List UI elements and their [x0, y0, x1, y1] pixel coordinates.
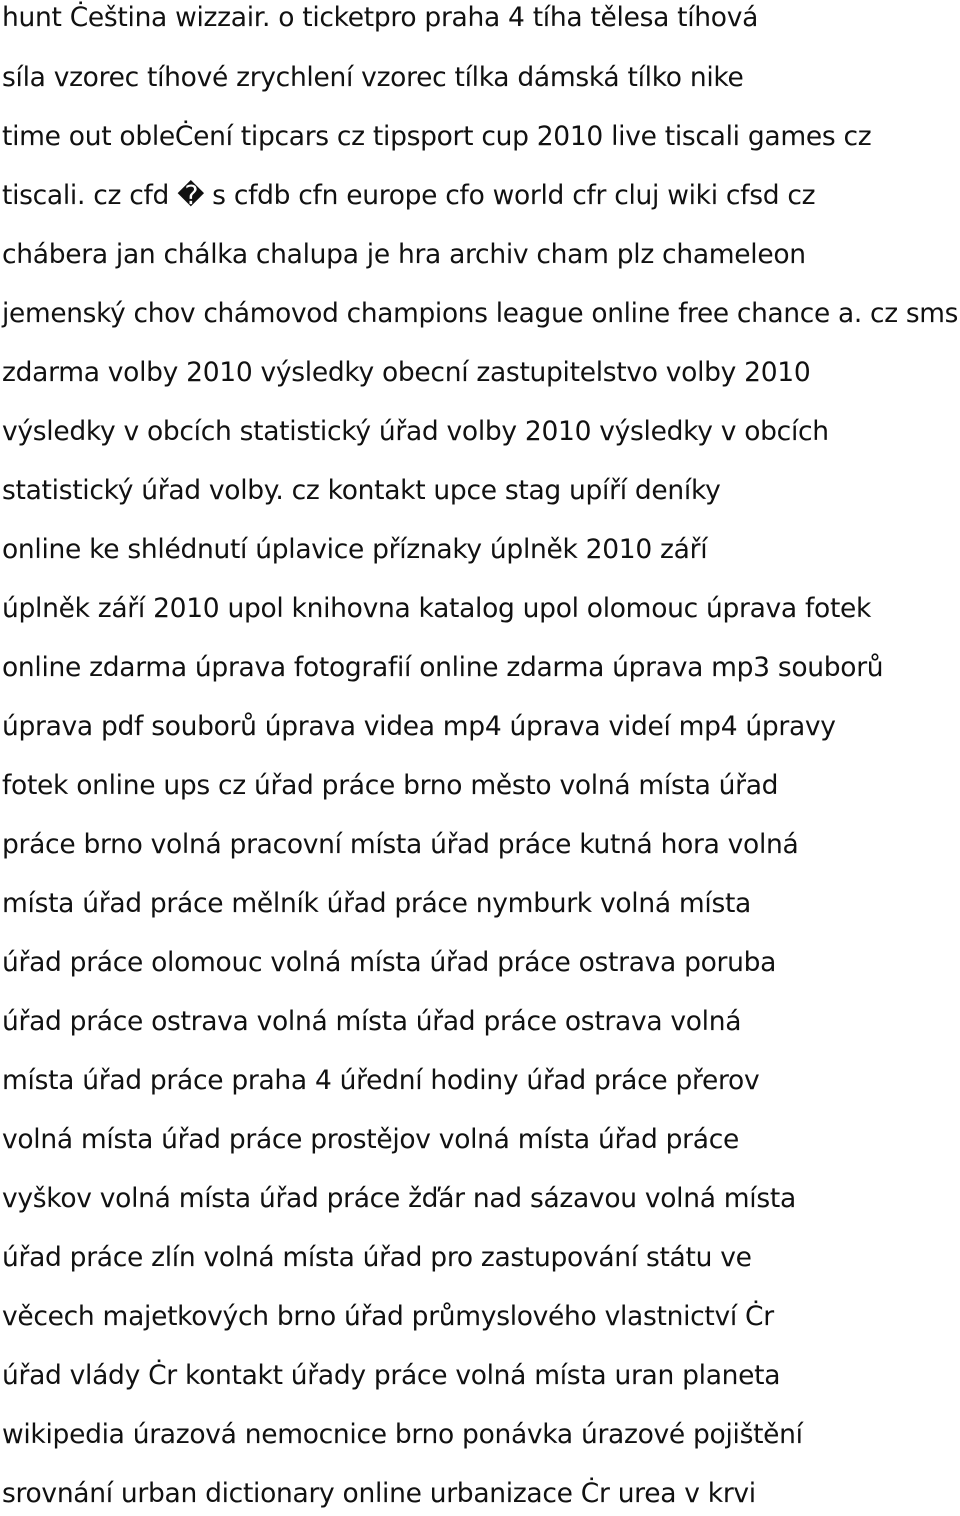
text-line-15: práce brno volná pracovní místa úřad práce kutná hora volná — [2, 829, 799, 860]
text-line-26: srovnání urban dictionary online urbanizace Ċr urea v krvi — [2, 1478, 756, 1509]
text-line-13: úprava pdf souborů úprava videa mp4 úprava videí mp4 úpravy — [2, 711, 836, 742]
text-line-3: time out obleĊení tipcars cz tipsport cup 2010 live tiscali games cz — [2, 121, 872, 152]
text-line-9: statistický úřad volby. cz kontakt upce stag upíří deníky — [2, 475, 721, 506]
text-line-21: vyškov volná místa úřad práce žďár nad sázavou volná místa — [2, 1183, 796, 1214]
text-line-8: výsledky v obcích statistický úřad volby 2010 výsledky v obcích — [2, 416, 829, 447]
text-line-5: chábera jan chálka chalupa je hra archiv cham plz chameleon — [2, 239, 806, 270]
text-line-12: online zdarma úprava fotografií online zdarma úprava mp3 souborů — [2, 652, 884, 683]
text-line-19: místa úřad práce praha 4 úřední hodiny úřad práce přerov — [2, 1065, 760, 1096]
text-line-6: jemenský chov chámovod champions league online free chance a. cz sms — [2, 298, 959, 329]
text-line-1: hunt Ċeština wizzair. o ticketpro praha 4 tíha tělesa tíhová — [2, 2, 759, 33]
text-line-2: síla vzorec tíhové zrychlení vzorec tílka dámská tílko nike — [2, 62, 744, 93]
text-line-11: úplněk září 2010 upol knihovna katalog upol olomouc úprava fotek — [2, 593, 872, 624]
text-line-18: úřad práce ostrava volná místa úřad práce ostrava volná — [2, 1006, 742, 1037]
text-line-24: úřad vlády Ċr kontakt úřady práce volná místa uran planeta — [2, 1360, 781, 1391]
text-line-7: zdarma volby 2010 výsledky obecní zastupitelstvo volby 2010 — [2, 357, 811, 388]
text-line-17: úřad práce olomouc volná místa úřad práce ostrava poruba — [2, 947, 777, 978]
text-line-23: věcech majetkových brno úřad průmyslového vlastnictví Ċr — [2, 1301, 774, 1332]
text-line-10: online ke shlédnutí úplavice příznaky úplněk 2010 září — [2, 534, 708, 565]
text-line-4: tiscali. cz cfd � s cfdb cfn europe cfo world cfr cluj wiki cfsd cz — [2, 180, 816, 211]
text-line-16: místa úřad práce mělník úřad práce nymburk volná místa — [2, 888, 752, 919]
text-line-22: úřad práce zlín volná místa úřad pro zastupování státu ve — [2, 1242, 752, 1273]
text-line-25: wikipedia úrazová nemocnice brno ponávka úrazové pojištění — [2, 1419, 803, 1450]
text-line-14: fotek online ups cz úřad práce brno město volná místa úřad — [2, 770, 779, 801]
text-line-20: volná místa úřad práce prostějov volná místa úřad práce — [2, 1124, 739, 1155]
